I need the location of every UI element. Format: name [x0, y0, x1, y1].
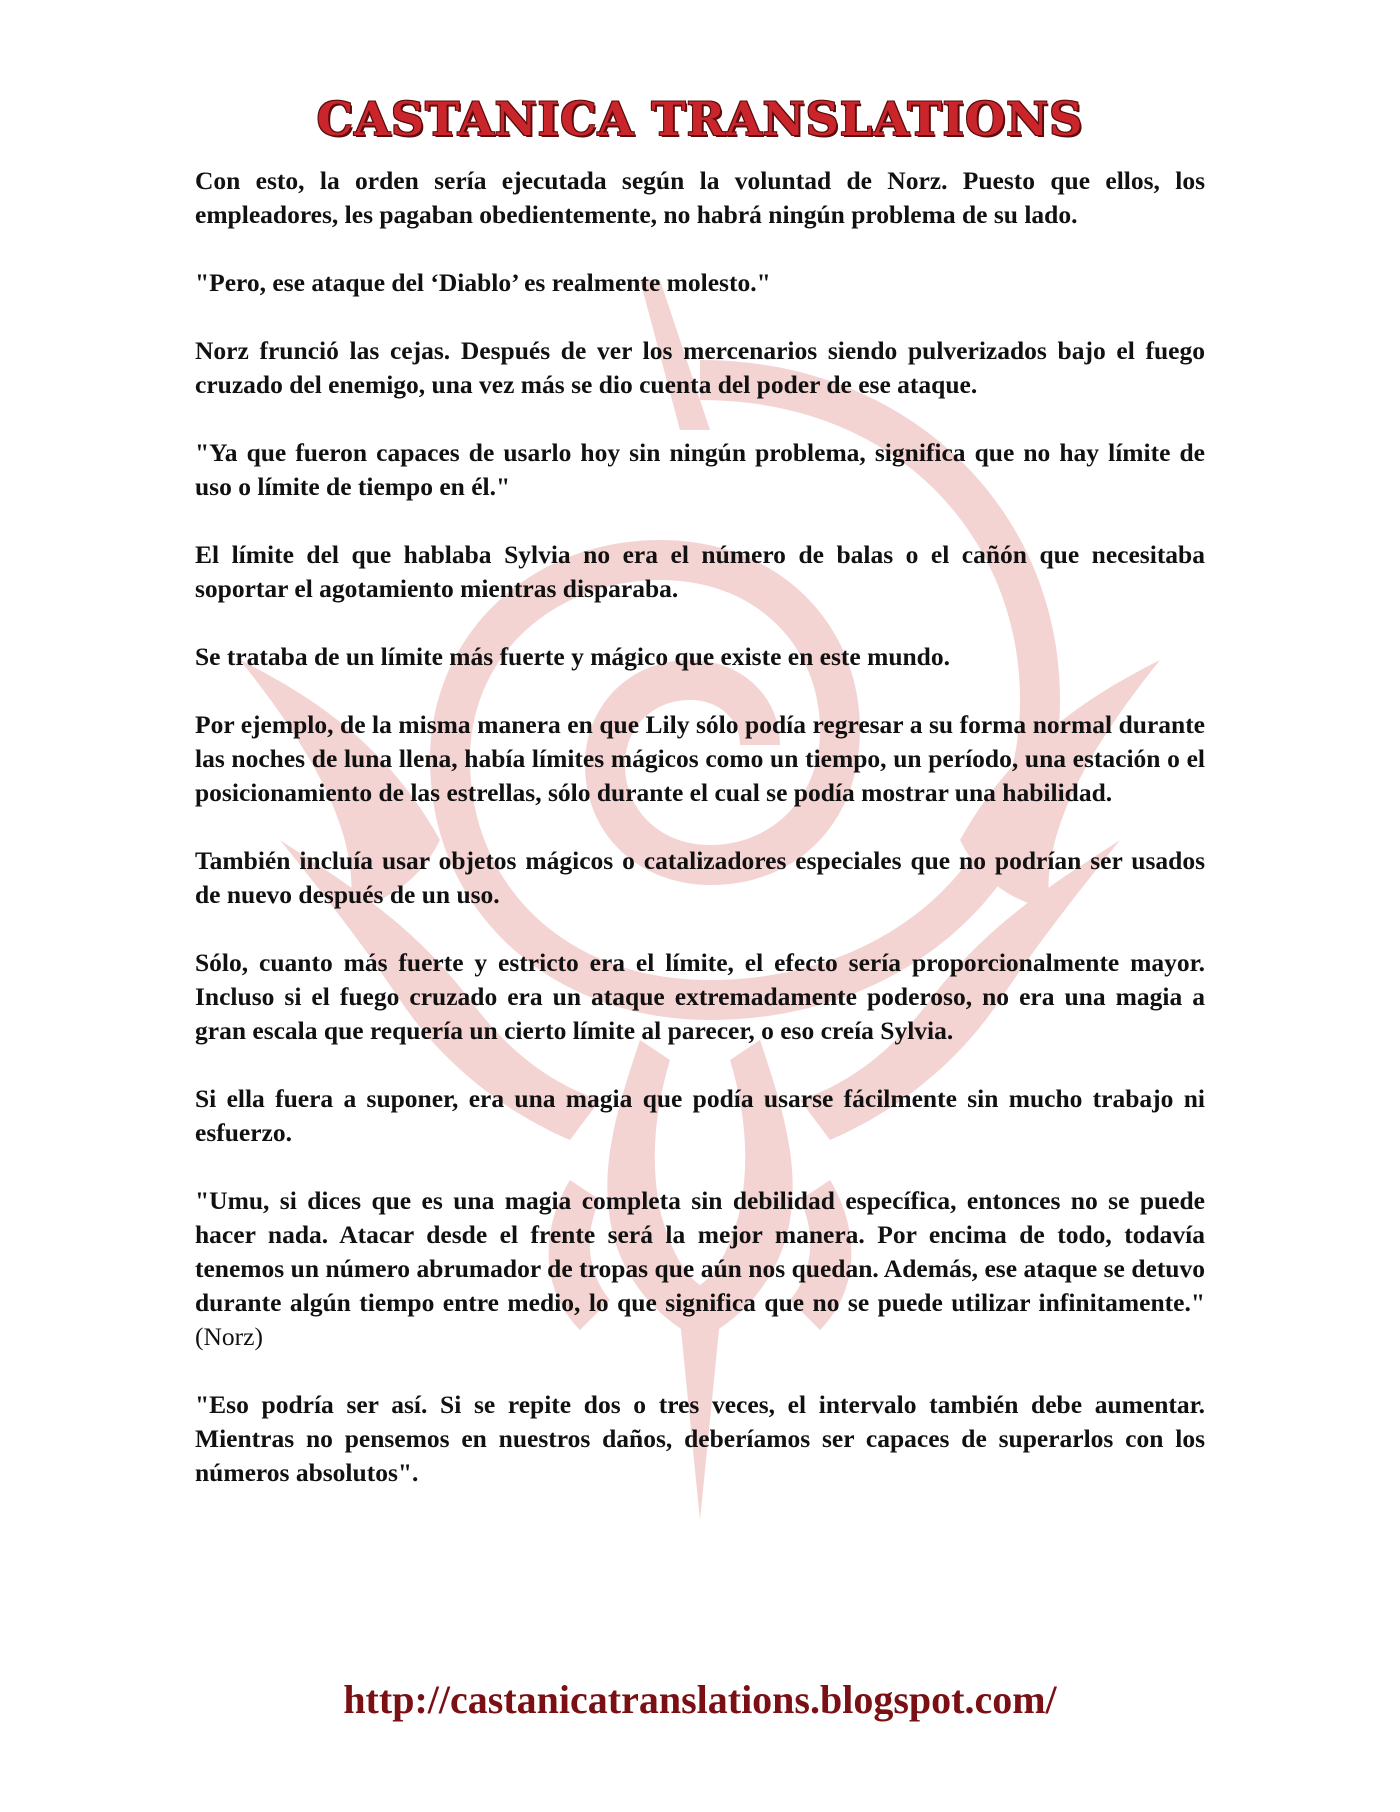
paragraph-12: "Eso podría ser así. Si se repite dos o tres veces, el intervalo también debe aumentar. Mientras no pensemos en nuestros daños, deberíamos ser capaces de superarlos con los números absolutos".: [195, 1390, 1205, 1487]
paragraph-7: Por ejemplo, de la misma manera en que Lily sólo podía regresar a su forma normal durante las noches de luna llena, había límites mágicos como un tiempo, un período, una estación o el posicionamiento de las estrellas, sólo durante el cual se podía mostrar una habilidad.: [195, 710, 1205, 807]
paragraph-3: Norz frunció las cejas. Después de ver los mercenarios siendo pulverizados bajo el fuego cruzado del enemigo, una vez más se dio cuenta del poder de ese ataque.: [195, 336, 1205, 399]
paragraph-11: [195, 1184, 1205, 1354]
speaker-tag: (Norz): [195, 1322, 263, 1351]
page-title: CASTANICA TRANSLATIONS: [316, 92, 1084, 146]
paragraph-1: Con esto, la orden sería ejecutada según la voluntad de Norz. Puesto que ellos, los empleadores, les pagaban obedientemente, no habrá ningún problema de su lado.: [195, 166, 1205, 229]
dialogue-text: "Umu, si dices que es una magia completa sin debilidad específica, entonces no se puede hacer nada. Atacar desde el frente será la mejor manera. Por encima de todo, todavía tenemos un número abrumador de tropas que aún nos quedan. Además, ese ataque se detuvo durante algún tiempo entre medio, lo que significa que no se puede utilizar infinitamente.": [195, 1186, 1205, 1317]
footer-url-link[interactable]: http://castanicatranslations.blogspot.com/: [343, 1677, 1057, 1722]
paragraph-8: También incluía usar objetos mágicos o catalizadores especiales que no podrían ser usados de nuevo después de un uso.: [195, 846, 1205, 909]
paragraph-5: El límite del que hablaba Sylvia no era el número de balas o el cañón que necesitaba soportar el agotamiento mientras disparaba.: [195, 540, 1205, 603]
document-body: [195, 164, 1205, 1524]
paragraph-10: Si ella fuera a suponer, era una magia que podía usarse fácilmente sin mucho trabajo ni esfuerzo.: [195, 1084, 1205, 1147]
paragraph-6: Se trataba de un límite más fuerte y mágico que existe en este mundo.: [195, 642, 950, 671]
paragraph-9: Sólo, cuanto más fuerte y estricto era el límite, el efecto sería proporcionalmente mayor. Incluso si el fuego cruzado era un ataque extremadamente poderoso, no era una magia a gran escala que requería un cierto límite al parecer, o eso creía Sylvia.: [195, 948, 1205, 1045]
paragraph-4: "Ya que fueron capaces de usarlo hoy sin ningún problema, significa que no hay límite de uso o límite de tiempo en él.": [195, 438, 1205, 501]
paragraph-2: "Pero, ese ataque del ‘Diablo’ es realmente molesto.": [195, 268, 771, 297]
